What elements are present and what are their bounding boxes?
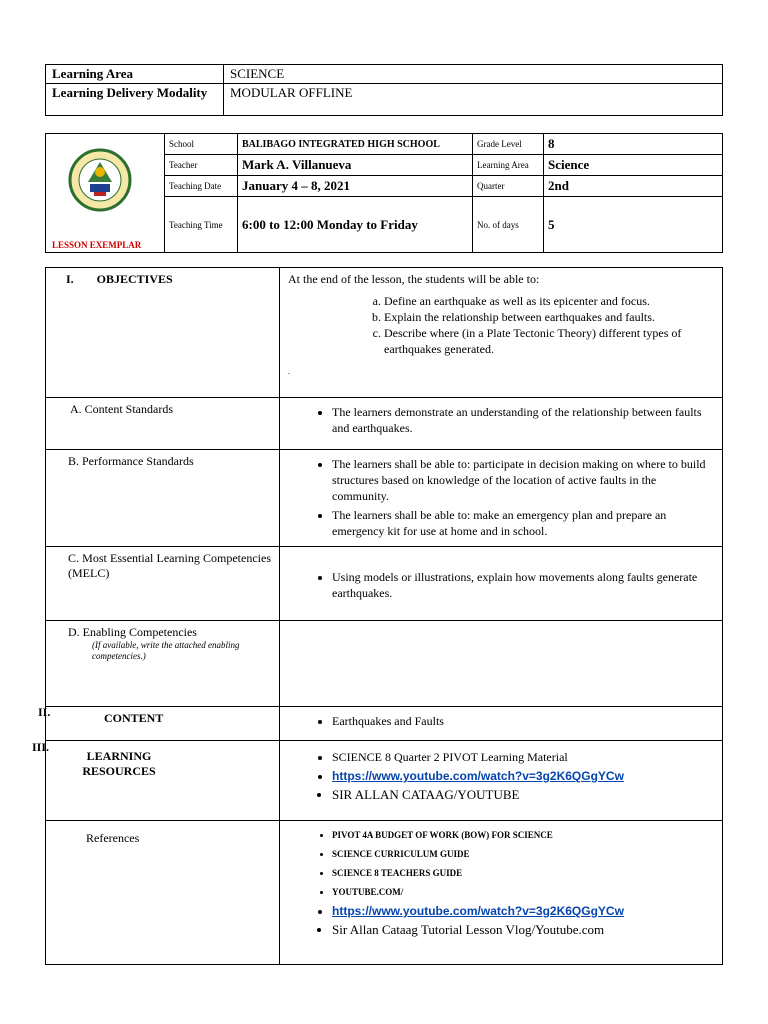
resources-row: [46, 741, 723, 821]
content-standards-row: [46, 398, 723, 450]
reference-item: • SCIENCE CURRICULUM GUIDE: [332, 846, 714, 862]
resource-item: • SIR ALLAN CATAAG/YOUTUBE: [332, 787, 714, 803]
content-label: CONTENT: [104, 711, 164, 725]
quarter-label: Quarter: [473, 176, 544, 197]
content-standards-content: [280, 398, 723, 450]
reference-item: • Sir Allan Cataag Tutorial Lesson Vlog/Youtube.com: [332, 922, 714, 938]
performance-standards-content: [280, 450, 723, 547]
learning-area-value: SCIENCE: [224, 65, 723, 84]
enabling-label: D. Enabling Competencies: [68, 625, 197, 639]
date-label: Teaching Date: [165, 176, 238, 197]
performance-standard-item: • The learners shall be able to: make an emergency plan and prepare an emergency kit for use at home and in school.: [332, 507, 714, 539]
days-value: 5: [544, 197, 723, 253]
grade-label: Grade Level: [473, 134, 544, 155]
lesson-plan-table: [45, 267, 723, 965]
objective-item: c. Describe where (in a Plate Tectonic Theory) different types of earthquakes generated.: [384, 325, 714, 357]
learning-area-table: [45, 64, 723, 116]
performance-standard-item: • The learners shall be able to: participate in decision making on where to build structures based on knowledge of the location of active faults in the community.: [332, 456, 714, 504]
content-standard-item: • The learners demonstrate an understanding of the relationship between faults and earthquakes.: [332, 404, 714, 436]
lesson-exemplar-label: LESSON EXEMPLAR: [52, 240, 142, 250]
objectives-content: [280, 268, 723, 398]
enabling-content: [280, 621, 723, 707]
teacher-label: Teacher: [165, 155, 238, 176]
content-roman: II.: [38, 705, 51, 719]
objectives-list: [288, 293, 714, 357]
reference-link[interactable]: https://www.youtube.com/watch?v=3g2K6QGgYCw: [332, 904, 624, 918]
performance-standards-label: B. Performance Standards: [46, 450, 280, 547]
area-value: Science: [544, 155, 723, 176]
objectives-label-cell: [46, 268, 280, 398]
area-label: Learning Area: [473, 155, 544, 176]
resource-item: • SCIENCE 8 Quarter 2 PIVOT Learning Material: [332, 749, 714, 765]
references-content: [280, 821, 723, 965]
grade-value: 8: [544, 134, 723, 155]
performance-standards-row: [46, 450, 723, 547]
school-header-table: [45, 133, 723, 253]
reference-item: • PIVOT 4A BUDGET OF WORK (BOW) FOR SCIENCE: [332, 827, 714, 843]
reference-item: • YOUTUBE.COM/: [332, 884, 714, 900]
references-label: References: [46, 821, 280, 965]
resources-label-cell: [46, 741, 280, 821]
objectives-roman: I.: [66, 272, 74, 286]
objective-item: b. Explain the relationship between earthquakes and faults.: [384, 309, 714, 325]
melc-item: • Using models or illustrations, explain how movements along faults generate earthquakes.: [332, 569, 714, 601]
school-value: BALIBAGO INTEGRATED HIGH SCHOOL: [238, 134, 473, 155]
time-label: Teaching Time: [165, 197, 238, 253]
days-label: No. of days: [473, 197, 544, 253]
content-row: [46, 707, 723, 741]
resources-content: [280, 741, 723, 821]
melc-row: [46, 547, 723, 621]
date-value: January 4 – 8, 2021: [238, 176, 473, 197]
learning-area-label: Learning Area: [46, 65, 224, 84]
enabling-row: [46, 621, 723, 707]
content-content: [280, 707, 723, 741]
objective-item: a. Define an earthquake as well as its epicenter and focus.: [384, 293, 714, 309]
logo-cell: [46, 134, 165, 253]
school-seal-icon: [68, 148, 132, 212]
school-label: School: [165, 134, 238, 155]
melc-content: [280, 547, 723, 621]
resources-roman: III.: [32, 740, 50, 754]
enabling-label-cell: [46, 621, 280, 707]
reference-item: • SCIENCE 8 TEACHERS GUIDE: [332, 865, 714, 881]
modality-value: MODULAR OFFLINE: [224, 84, 723, 116]
teacher-value: Mark A. Villanueva: [238, 155, 473, 176]
objectives-intro: At the end of the lesson, the students will be able to:: [288, 272, 540, 286]
references-row: [46, 821, 723, 965]
content-standards-label: A. Content Standards: [46, 398, 280, 450]
objectives-label: OBJECTIVES: [96, 272, 173, 286]
enabling-note: (If available, write the attached enabling competencies.): [92, 640, 240, 661]
objectives-dot: .: [288, 367, 290, 376]
quarter-value: 2nd: [544, 176, 723, 197]
content-item: • Earthquakes and Faults: [332, 713, 714, 729]
resource-link[interactable]: https://www.youtube.com/watch?v=3g2K6QGgYCw: [332, 769, 624, 783]
objectives-row: [46, 268, 723, 398]
melc-label: C. Most Essential Learning Competencies (MELC): [46, 547, 280, 621]
content-label-cell: [46, 707, 280, 741]
modality-label: Learning Delivery Modality: [46, 84, 224, 116]
time-value: 6:00 to 12:00 Monday to Friday: [238, 197, 473, 253]
resources-label: LEARNING RESOURCES: [82, 749, 156, 778]
